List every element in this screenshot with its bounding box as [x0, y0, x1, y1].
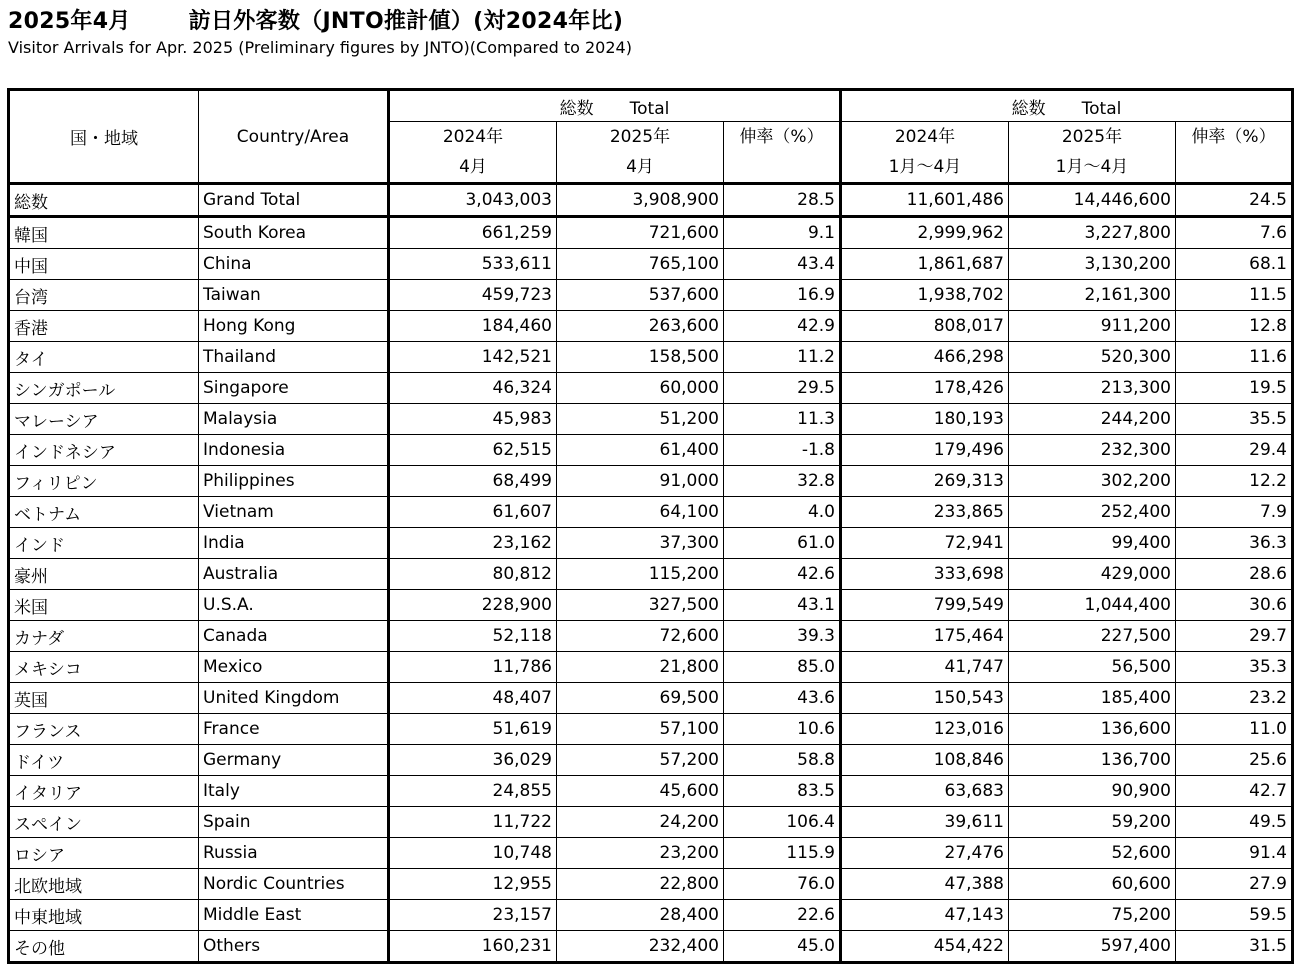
header-country-jp: 国・地域: [9, 90, 199, 184]
value-cell: 28.6: [1176, 559, 1293, 590]
value-cell: 22,800: [557, 869, 724, 900]
value-cell: 31.5: [1176, 931, 1293, 963]
country-name-jp: ベトナム: [9, 497, 199, 528]
value-cell: 61.0: [724, 528, 841, 559]
country-name-jp: ドイツ: [9, 745, 199, 776]
table-row: [9, 497, 1293, 528]
value-cell: 72,600: [557, 621, 724, 652]
value-cell: 32.8: [724, 466, 841, 497]
value-cell: 3,227,800: [1009, 217, 1176, 249]
country-name-en: United Kingdom: [199, 683, 389, 714]
value-cell: 11.6: [1176, 342, 1293, 373]
table-row: [9, 404, 1293, 435]
country-name-en: Canada: [199, 621, 389, 652]
value-cell: 11,722: [389, 807, 557, 838]
value-cell: 45,983: [389, 404, 557, 435]
value-cell: 22.6: [724, 900, 841, 931]
value-cell: 47,388: [841, 869, 1009, 900]
title-main: 訪日外客数（JNTO推計値）(対2024年比): [188, 9, 624, 34]
value-cell: 179,496: [841, 435, 1009, 466]
value-cell: 302,200: [1009, 466, 1176, 497]
header-col-year: 2024年: [894, 127, 956, 147]
title-date: 2025年4月: [8, 9, 131, 34]
value-cell: 1,861,687: [841, 249, 1009, 280]
value-cell: 252,400: [1009, 497, 1176, 528]
table-row: [9, 466, 1293, 497]
value-cell: 28.5: [724, 184, 841, 217]
value-cell: 520,300: [1009, 342, 1176, 373]
country-name-jp: 豪州: [9, 559, 199, 590]
table-row: [9, 528, 1293, 559]
value-cell: 142,521: [389, 342, 557, 373]
value-cell: 11.0: [1176, 714, 1293, 745]
country-name-en: Singapore: [199, 373, 389, 404]
value-cell: 178,426: [841, 373, 1009, 404]
value-cell: 43.6: [724, 683, 841, 714]
value-cell: 35.3: [1176, 652, 1293, 683]
value-cell: 64,100: [557, 497, 724, 528]
value-cell: 911,200: [1009, 311, 1176, 342]
country-name-jp: その他: [9, 931, 199, 963]
value-cell: 30.6: [1176, 590, 1293, 621]
country-name-jp: マレーシア: [9, 404, 199, 435]
table-row: [9, 280, 1293, 311]
value-cell: 10.6: [724, 714, 841, 745]
value-cell: 29.7: [1176, 621, 1293, 652]
country-name-en: Grand Total: [199, 184, 389, 217]
header-col-3: [841, 122, 1009, 184]
value-cell: 3,908,900: [557, 184, 724, 217]
country-name-jp: 台湾: [9, 280, 199, 311]
value-cell: 227,500: [1009, 621, 1176, 652]
table-row: [9, 435, 1293, 466]
value-cell: 59,200: [1009, 807, 1176, 838]
value-cell: 3,043,003: [389, 184, 557, 217]
value-cell: 68.1: [1176, 249, 1293, 280]
country-name-jp: イタリア: [9, 776, 199, 807]
value-cell: 108,846: [841, 745, 1009, 776]
value-cell: 68,499: [389, 466, 557, 497]
country-name-jp: インドネシア: [9, 435, 199, 466]
country-name-jp: スペイン: [9, 807, 199, 838]
value-cell: 42.9: [724, 311, 841, 342]
country-name-en: Italy: [199, 776, 389, 807]
country-name-en: India: [199, 528, 389, 559]
value-cell: 232,300: [1009, 435, 1176, 466]
value-cell: 3,130,200: [1009, 249, 1176, 280]
table-row: [9, 869, 1293, 900]
value-cell: 90,900: [1009, 776, 1176, 807]
value-cell: 136,700: [1009, 745, 1176, 776]
value-cell: 799,549: [841, 590, 1009, 621]
table-row: [9, 900, 1293, 931]
value-cell: 115,200: [557, 559, 724, 590]
value-cell: 63,683: [841, 776, 1009, 807]
value-cell: 23,162: [389, 528, 557, 559]
country-name-jp: 韓国: [9, 217, 199, 249]
value-cell: 75,200: [1009, 900, 1176, 931]
value-cell: 333,698: [841, 559, 1009, 590]
value-cell: 24.5: [1176, 184, 1293, 217]
value-cell: 72,941: [841, 528, 1009, 559]
country-name-en: Malaysia: [199, 404, 389, 435]
value-cell: 808,017: [841, 311, 1009, 342]
value-cell: 48,407: [389, 683, 557, 714]
value-cell: 39.3: [724, 621, 841, 652]
table-row: [9, 559, 1293, 590]
value-cell: 61,607: [389, 497, 557, 528]
value-cell: 62,515: [389, 435, 557, 466]
value-cell: 52,118: [389, 621, 557, 652]
country-name-jp: 総数: [9, 184, 199, 217]
table-row: [9, 714, 1293, 745]
country-name-jp: 中東地域: [9, 900, 199, 931]
value-cell: 233,865: [841, 497, 1009, 528]
value-cell: 537,600: [557, 280, 724, 311]
header-col-2: [724, 122, 841, 184]
value-cell: 9.1: [724, 217, 841, 249]
country-name-jp: フランス: [9, 714, 199, 745]
table-row: [9, 807, 1293, 838]
value-cell: 228,900: [389, 590, 557, 621]
table-row: [9, 249, 1293, 280]
value-cell: 39,611: [841, 807, 1009, 838]
value-cell: 263,600: [557, 311, 724, 342]
value-cell: 123,016: [841, 714, 1009, 745]
value-cell: 4.0: [724, 497, 841, 528]
value-cell: 24,855: [389, 776, 557, 807]
country-name-en: Nordic Countries: [199, 869, 389, 900]
value-cell: 42.7: [1176, 776, 1293, 807]
value-cell: 106.4: [724, 807, 841, 838]
country-name-jp: タイ: [9, 342, 199, 373]
value-cell: 43.4: [724, 249, 841, 280]
value-cell: 99,400: [1009, 528, 1176, 559]
value-cell: 175,464: [841, 621, 1009, 652]
country-name-en: Russia: [199, 838, 389, 869]
value-cell: -1.8: [724, 435, 841, 466]
value-cell: 12.8: [1176, 311, 1293, 342]
value-cell: 12.2: [1176, 466, 1293, 497]
value-cell: 47,143: [841, 900, 1009, 931]
value-cell: 91,000: [557, 466, 724, 497]
page-title: [8, 4, 623, 35]
value-cell: 23,200: [557, 838, 724, 869]
value-cell: 51,619: [389, 714, 557, 745]
country-name-jp: シンガポール: [9, 373, 199, 404]
table-row: [9, 342, 1293, 373]
value-cell: 59.5: [1176, 900, 1293, 931]
header-country-en: Country/Area: [199, 90, 389, 184]
country-name-en: Vietnam: [199, 497, 389, 528]
header-col-1: [557, 122, 724, 184]
table-row: [9, 745, 1293, 776]
value-cell: 83.5: [724, 776, 841, 807]
value-cell: 60,000: [557, 373, 724, 404]
value-cell: 45,600: [557, 776, 724, 807]
value-cell: 269,313: [841, 466, 1009, 497]
value-cell: 69,500: [557, 683, 724, 714]
value-cell: 76.0: [724, 869, 841, 900]
country-name-jp: ロシア: [9, 838, 199, 869]
value-cell: 28,400: [557, 900, 724, 931]
country-name-en: Hong Kong: [199, 311, 389, 342]
country-name-jp: 中国: [9, 249, 199, 280]
country-name-jp: 英国: [9, 683, 199, 714]
value-cell: 1,938,702: [841, 280, 1009, 311]
value-cell: 158,500: [557, 342, 724, 373]
value-cell: 185,400: [1009, 683, 1176, 714]
country-name-en: Spain: [199, 807, 389, 838]
country-name-en: China: [199, 249, 389, 280]
value-cell: 49.5: [1176, 807, 1293, 838]
country-name-en: Middle East: [199, 900, 389, 931]
value-cell: 597,400: [1009, 931, 1176, 963]
value-cell: 24,200: [557, 807, 724, 838]
country-name-en: Thailand: [199, 342, 389, 373]
value-cell: 115.9: [724, 838, 841, 869]
value-cell: 765,100: [557, 249, 724, 280]
country-name-jp: 北欧地域: [9, 869, 199, 900]
value-cell: 36.3: [1176, 528, 1293, 559]
table-row: [9, 373, 1293, 404]
value-cell: 58.8: [724, 745, 841, 776]
value-cell: 184,460: [389, 311, 557, 342]
country-name-en: Others: [199, 931, 389, 963]
value-cell: 180,193: [841, 404, 1009, 435]
country-name-jp: 米国: [9, 590, 199, 621]
table-row: [9, 621, 1293, 652]
value-cell: 7.9: [1176, 497, 1293, 528]
value-cell: 29.5: [724, 373, 841, 404]
country-name-en: Taiwan: [199, 280, 389, 311]
value-cell: 19.5: [1176, 373, 1293, 404]
value-cell: 244,200: [1009, 404, 1176, 435]
value-cell: 51,200: [557, 404, 724, 435]
header-group-month: 総数 Total: [389, 90, 841, 122]
value-cell: 11.3: [724, 404, 841, 435]
value-cell: 35.5: [1176, 404, 1293, 435]
value-cell: 11.2: [724, 342, 841, 373]
value-cell: 16.9: [724, 280, 841, 311]
value-cell: 41,747: [841, 652, 1009, 683]
value-cell: 46,324: [389, 373, 557, 404]
value-cell: 11,601,486: [841, 184, 1009, 217]
header-col-period: 4月: [626, 157, 654, 177]
value-cell: 57,100: [557, 714, 724, 745]
country-name-en: France: [199, 714, 389, 745]
value-cell: 721,600: [557, 217, 724, 249]
value-cell: 23,157: [389, 900, 557, 931]
value-cell: 36,029: [389, 745, 557, 776]
country-name-en: Mexico: [199, 652, 389, 683]
value-cell: 27,476: [841, 838, 1009, 869]
value-cell: 25.6: [1176, 745, 1293, 776]
country-name-jp: フィリピン: [9, 466, 199, 497]
value-cell: 429,000: [1009, 559, 1176, 590]
value-cell: 91.4: [1176, 838, 1293, 869]
value-cell: 27.9: [1176, 869, 1293, 900]
header-col-period: 1月～4月: [1055, 157, 1129, 177]
country-name-en: Australia: [199, 559, 389, 590]
header-col-4: [1009, 122, 1176, 184]
country-name-jp: カナダ: [9, 621, 199, 652]
value-cell: 43.1: [724, 590, 841, 621]
table-row: [9, 217, 1293, 249]
value-cell: 52,600: [1009, 838, 1176, 869]
value-cell: 213,300: [1009, 373, 1176, 404]
value-cell: 21,800: [557, 652, 724, 683]
header-col-year: 伸率（%）: [739, 127, 824, 147]
value-cell: 23.2: [1176, 683, 1293, 714]
header-col-year: 2025年: [609, 127, 671, 147]
country-name-jp: 香港: [9, 311, 199, 342]
value-cell: 661,259: [389, 217, 557, 249]
table-row: [9, 683, 1293, 714]
country-name-en: Indonesia: [199, 435, 389, 466]
table-row: [9, 931, 1293, 963]
value-cell: 150,543: [841, 683, 1009, 714]
value-cell: 466,298: [841, 342, 1009, 373]
header-col-period: 4月: [459, 157, 487, 177]
value-cell: 85.0: [724, 652, 841, 683]
country-name-en: U.S.A.: [199, 590, 389, 621]
country-name-jp: メキシコ: [9, 652, 199, 683]
header-col-year: 伸率（%）: [1191, 127, 1276, 147]
header-col-year: 2025年: [1061, 127, 1123, 147]
header-col-period: 1月～4月: [888, 157, 962, 177]
table-row: [9, 776, 1293, 807]
value-cell: 459,723: [389, 280, 557, 311]
value-cell: 29.4: [1176, 435, 1293, 466]
table-row: [9, 652, 1293, 683]
value-cell: 45.0: [724, 931, 841, 963]
value-cell: 10,748: [389, 838, 557, 869]
value-cell: 42.6: [724, 559, 841, 590]
country-name-jp: インド: [9, 528, 199, 559]
value-cell: 80,812: [389, 559, 557, 590]
value-cell: 57,200: [557, 745, 724, 776]
value-cell: 136,600: [1009, 714, 1176, 745]
value-cell: 60,600: [1009, 869, 1176, 900]
value-cell: 61,400: [557, 435, 724, 466]
value-cell: 11.5: [1176, 280, 1293, 311]
value-cell: 160,231: [389, 931, 557, 963]
header-col-year: 2024年: [442, 127, 504, 147]
value-cell: 327,500: [557, 590, 724, 621]
table-row: [9, 838, 1293, 869]
country-name-en: South Korea: [199, 217, 389, 249]
value-cell: 37,300: [557, 528, 724, 559]
country-name-en: Germany: [199, 745, 389, 776]
value-cell: 2,161,300: [1009, 280, 1176, 311]
table-row: [9, 311, 1293, 342]
value-cell: 7.6: [1176, 217, 1293, 249]
value-cell: 454,422: [841, 931, 1009, 963]
value-cell: 12,955: [389, 869, 557, 900]
header-group-ytd: 総数 Total: [841, 90, 1293, 122]
header-col-0: [389, 122, 557, 184]
table-row: [9, 184, 1293, 217]
value-cell: 533,611: [389, 249, 557, 280]
page-subtitle: Visitor Arrivals for Apr. 2025 (Preliminary figures by JNTO)(Compared to 2024): [8, 38, 632, 57]
value-cell: 11,786: [389, 652, 557, 683]
country-name-en: Philippines: [199, 466, 389, 497]
value-cell: 232,400: [557, 931, 724, 963]
value-cell: 1,044,400: [1009, 590, 1176, 621]
table-row: [9, 590, 1293, 621]
value-cell: 14,446,600: [1009, 184, 1176, 217]
header-col-5: [1176, 122, 1293, 184]
value-cell: 56,500: [1009, 652, 1176, 683]
visitor-arrivals-table: [7, 88, 1294, 964]
value-cell: 2,999,962: [841, 217, 1009, 249]
